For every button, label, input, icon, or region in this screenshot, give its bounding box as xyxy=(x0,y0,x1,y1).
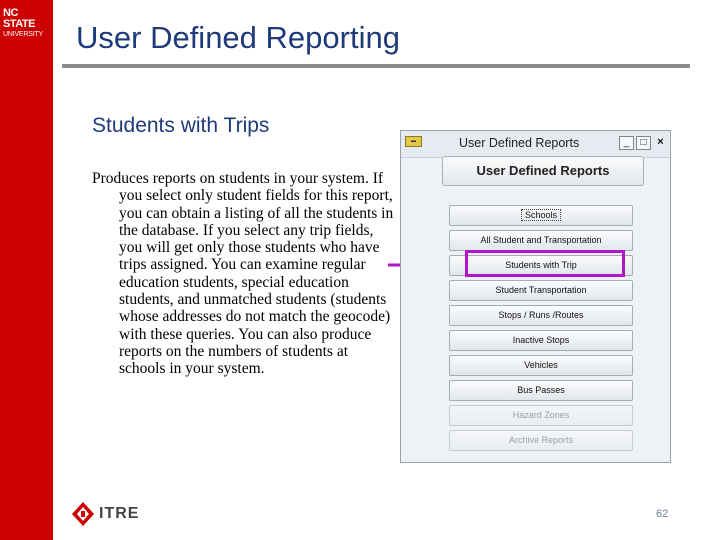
schools-button[interactable] xyxy=(449,205,633,226)
description-paragraph: Produces reports on students in your system. If you select only student fields for this report, you can obtain a listing of all the students in the database. If you select any trip fields, you will get only those students who have trips assigned. You can examine regular education students, special education students, and unmatched students (students whose addresses do not match the geocode) with these queries. You can also produce reports on the numbers of students at schools in your system. xyxy=(92,170,394,378)
nc-state-logo xyxy=(3,8,51,38)
close-button[interactable]: × xyxy=(657,136,664,148)
maximize-button[interactable]: □ xyxy=(636,136,651,150)
itre-mark-icon xyxy=(72,502,94,526)
hazard-zones-button: Hazard Zones xyxy=(449,405,633,426)
bus-passes-button[interactable]: Bus Passes xyxy=(449,380,633,401)
stops-runs-routes-button[interactable]: Stops / Runs /Routes xyxy=(449,305,633,326)
students-with-trip-button[interactable]: Students with Trip xyxy=(449,255,633,276)
university-brand-bar xyxy=(0,0,53,540)
schools-button-label: Schools xyxy=(522,210,560,220)
slide-title: User Defined Reporting xyxy=(76,20,400,55)
window-titlebar[interactable] xyxy=(401,131,670,158)
logo-line-1: NC STATE xyxy=(3,7,35,30)
window-title: User Defined Reports xyxy=(459,136,580,150)
minimize-button[interactable]: _ xyxy=(619,136,634,150)
itre-logo-text: ITRE xyxy=(99,505,140,522)
inactive-stops-button[interactable]: Inactive Stops xyxy=(449,330,633,351)
user-defined-reports-header-button[interactable]: User Defined Reports xyxy=(442,156,644,186)
highlight-box xyxy=(465,250,625,277)
app-icon: ▬ xyxy=(405,136,422,147)
page-number: 62 xyxy=(656,508,669,520)
archive-reports-button: Archive Reports xyxy=(449,430,633,451)
user-defined-reports-window xyxy=(400,130,671,463)
vehicles-button[interactable]: Vehicles xyxy=(449,355,633,376)
title-divider xyxy=(62,64,690,68)
slide-subtitle: Students with Trips xyxy=(92,114,270,137)
all-student-and-transportation-button[interactable]: All Student and Transportation xyxy=(449,230,633,251)
logo-line-2: UNIVERSITY xyxy=(3,31,44,38)
student-transportation-button[interactable]: Student Transportation xyxy=(449,280,633,301)
